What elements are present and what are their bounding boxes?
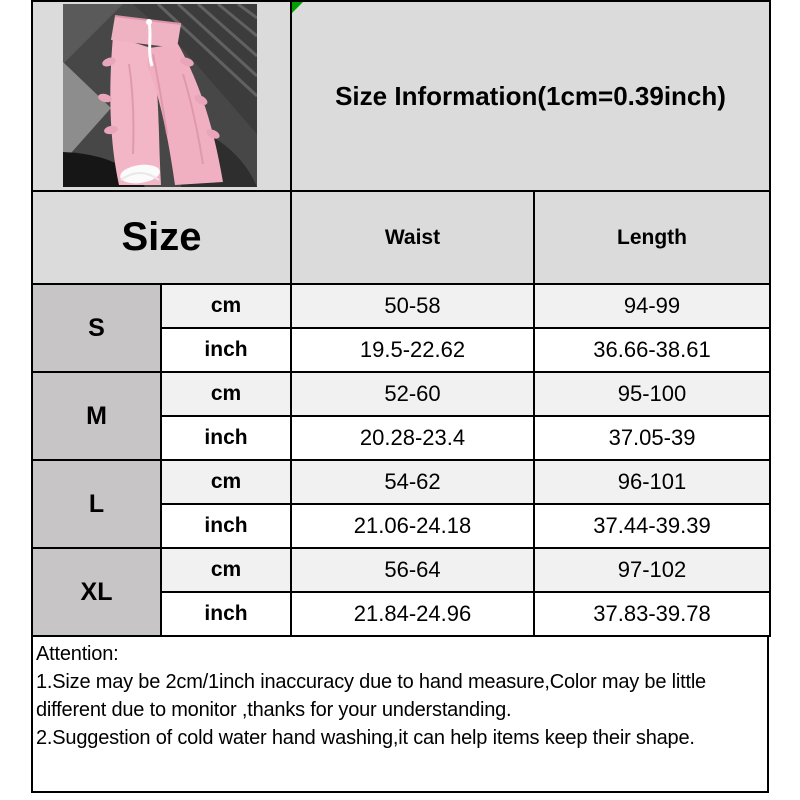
value-s-length-cm: 94-99 [534, 284, 770, 328]
attention-title: Attention: [36, 643, 119, 665]
value-l-waist-cm: 54-62 [291, 460, 534, 504]
table-row [32, 372, 770, 416]
value-m-length-inch: 37.05-39 [534, 416, 770, 460]
column-header-length: Length [534, 191, 770, 284]
attention-box [31, 635, 769, 793]
table-row [32, 460, 770, 504]
attention-note-line: 2.Suggestion of cold water hand washing,it can help items keep their shape. [36, 727, 695, 749]
page-title: Size Information(1cm=0.39inch) [335, 80, 726, 111]
value-s-waist-cm: 50-58 [291, 284, 534, 328]
size-label-s: S [32, 284, 161, 372]
unit-cell-inch: inch [161, 592, 291, 636]
size-info-header-cell [291, 1, 770, 191]
value-l-length-cm: 96-101 [534, 460, 770, 504]
size-label-l: L [32, 460, 161, 548]
size-label-m: M [32, 372, 161, 460]
value-m-waist-cm: 52-60 [291, 372, 534, 416]
unit-cell-cm: cm [161, 460, 291, 504]
table-row [32, 284, 770, 328]
table-row [32, 548, 770, 592]
column-header-row [32, 191, 770, 284]
value-xl-length-cm: 97-102 [534, 548, 770, 592]
size-chart-sheet [31, 0, 769, 793]
value-xl-waist-cm: 56-64 [291, 548, 534, 592]
column-header-size: Size [32, 191, 291, 284]
value-xl-length-inch: 37.83-39.78 [534, 592, 770, 636]
value-s-waist-inch: 19.5-22.62 [291, 328, 534, 372]
product-photo [63, 4, 257, 187]
value-m-waist-inch: 20.28-23.4 [291, 416, 534, 460]
attention-note-line: different due to monitor ,thanks for your understanding. [36, 699, 512, 721]
value-s-length-inch: 36.66-38.61 [534, 328, 770, 372]
column-header-waist: Waist [291, 191, 534, 284]
unit-cell-cm: cm [161, 372, 291, 416]
top-row [32, 1, 770, 191]
size-label-xl: XL [32, 548, 161, 636]
value-m-length-cm: 95-100 [534, 372, 770, 416]
product-photo-cell [32, 1, 291, 191]
value-l-length-inch: 37.44-39.39 [534, 504, 770, 548]
value-l-waist-inch: 21.06-24.18 [291, 504, 534, 548]
unit-cell-cm: cm [161, 284, 291, 328]
unit-cell-inch: inch [161, 504, 291, 548]
unit-cell-cm: cm [161, 548, 291, 592]
unit-cell-inch: inch [161, 328, 291, 372]
corner-triangle-icon [292, 2, 303, 13]
attention-note-line: 1.Size may be 2cm/1inch inaccuracy due to hand measure,Color may be little [36, 671, 706, 693]
unit-cell-inch: inch [161, 416, 291, 460]
size-table [31, 0, 771, 637]
value-xl-waist-inch: 21.84-24.96 [291, 592, 534, 636]
